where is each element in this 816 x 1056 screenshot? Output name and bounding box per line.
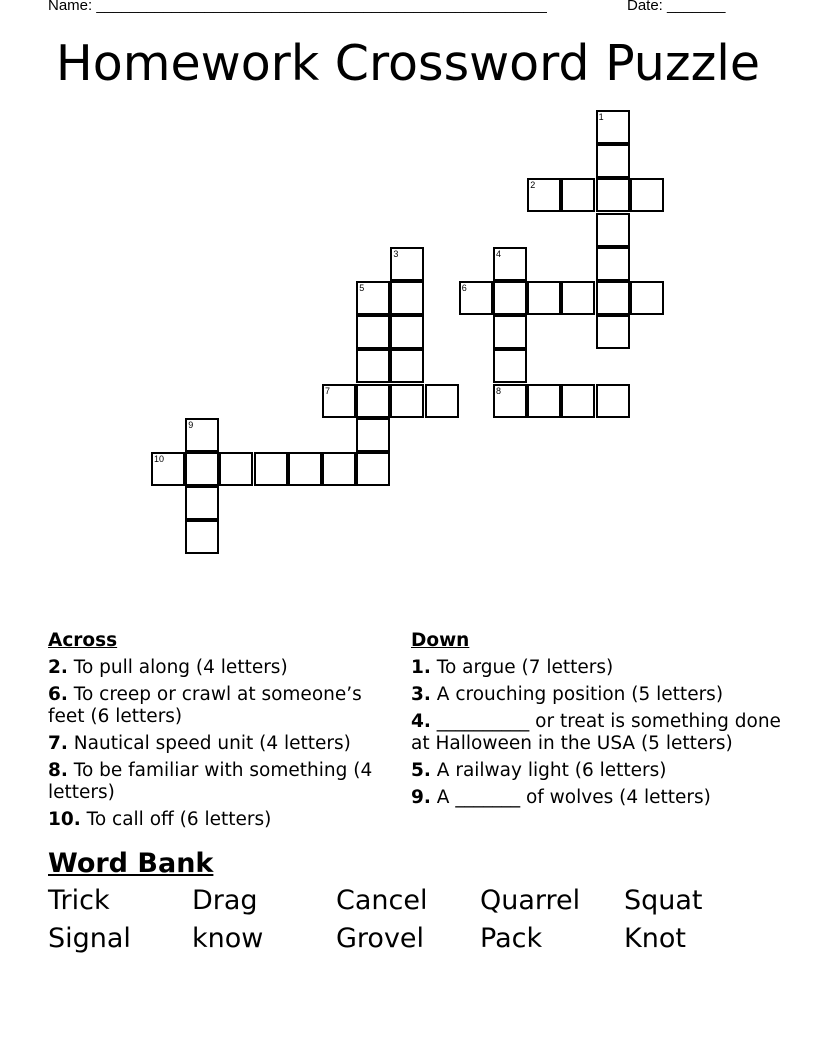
crossword-cell[interactable]	[390, 281, 424, 315]
clue-text: To argue (7 letters)	[436, 657, 614, 678]
crossword-cell[interactable]	[630, 281, 664, 315]
crossword-cell[interactable]	[390, 349, 424, 383]
crossword-cell[interactable]	[630, 178, 664, 212]
crossword-cell[interactable]	[493, 384, 527, 418]
cell-number: 3	[393, 248, 399, 259]
clue-text: __________ or treat is something done at Halloween in the USA (5 letters)	[411, 711, 781, 754]
across-heading: Across	[48, 630, 118, 651]
crossword-cell[interactable]	[185, 452, 219, 486]
word-bank-word: Pack	[480, 923, 543, 954]
clue-number: 9.	[411, 787, 431, 808]
crossword-cell[interactable]	[493, 349, 527, 383]
cell-number: 9	[188, 419, 194, 430]
word-bank-word: Grovel	[336, 923, 425, 954]
crossword-cell[interactable]	[356, 281, 390, 315]
crossword-cell[interactable]	[390, 384, 424, 418]
clue-number: 3.	[411, 684, 431, 705]
clue-text: A crouching position (5 letters)	[436, 684, 724, 705]
crossword-cell[interactable]	[425, 384, 459, 418]
cell-number: 4	[496, 248, 502, 259]
clue-text: To call off (6 letters)	[86, 809, 272, 830]
crossword-cell[interactable]	[561, 384, 595, 418]
crossword-cell[interactable]	[527, 281, 561, 315]
crossword-cell[interactable]	[322, 452, 356, 486]
down-clue	[411, 760, 781, 782]
across-clues	[48, 630, 393, 836]
down-clue	[411, 657, 781, 679]
crossword-cell[interactable]	[322, 384, 356, 418]
crossword-cell[interactable]	[527, 384, 561, 418]
clue-number: 2.	[48, 657, 68, 678]
down-clue	[411, 787, 781, 809]
crossword-cell[interactable]	[356, 452, 390, 486]
word-bank-word: Trick	[48, 885, 110, 916]
crossword-cell[interactable]	[254, 452, 288, 486]
across-clue	[48, 657, 393, 679]
crossword-cell[interactable]	[596, 384, 630, 418]
clue-number: 6.	[48, 684, 68, 705]
name-field-label: Name: ______________________________________________________	[48, 0, 547, 14]
clue-number: 7.	[48, 733, 68, 754]
across-clue	[48, 809, 393, 831]
crossword-cell[interactable]	[459, 281, 493, 315]
crossword-cell[interactable]	[356, 315, 390, 349]
crossword-cell[interactable]	[527, 178, 561, 212]
word-bank-word: Knot	[624, 923, 686, 954]
word-bank-word: Cancel	[336, 885, 428, 916]
cell-number: 1	[598, 112, 604, 122]
crossword-cell[interactable]	[151, 452, 185, 486]
crossword-cell[interactable]	[596, 213, 630, 247]
clue-number: 1.	[411, 657, 431, 678]
clue-text: To pull along (4 letters)	[73, 657, 288, 678]
cell-number: 5	[359, 283, 365, 293]
crossword-cell[interactable]	[493, 315, 527, 349]
crossword-cell[interactable]	[493, 281, 527, 315]
page-title: Homework Crossword Puzzle	[55, 35, 761, 92]
crossword-cell[interactable]	[561, 281, 595, 315]
word-bank-heading: Word Bank	[48, 848, 214, 879]
crossword-cell[interactable]	[356, 384, 390, 418]
crossword-cell[interactable]	[185, 418, 219, 452]
crossword-cell[interactable]	[390, 247, 424, 281]
crossword-cell[interactable]	[596, 110, 630, 144]
word-bank-word: Squat	[624, 885, 703, 916]
across-clue	[48, 733, 393, 755]
cell-number: 7	[325, 385, 331, 396]
crossword-cell[interactable]	[596, 178, 630, 212]
crossword-cell[interactable]	[596, 315, 630, 349]
crossword-cell[interactable]	[596, 144, 630, 178]
cell-number: 6	[461, 283, 467, 293]
clue-number: 8.	[48, 760, 68, 781]
clue-number: 10.	[48, 809, 81, 830]
crossword-cell[interactable]	[185, 520, 219, 554]
word-bank-word: Drag	[192, 885, 258, 916]
clue-number: 5.	[411, 760, 431, 781]
word-bank-word: know	[192, 923, 264, 954]
cell-number: 2	[530, 180, 536, 191]
clue-text: Nautical speed unit (4 letters)	[73, 733, 351, 754]
date-field-label: Date: _______	[627, 0, 726, 14]
crossword-cell[interactable]	[390, 315, 424, 349]
word-bank-word: Quarrel	[480, 885, 581, 916]
crossword-cell[interactable]	[561, 178, 595, 212]
clue-text: To creep or crawl at someone’s feet (6 letters)	[48, 684, 362, 727]
crossword-cell[interactable]	[288, 452, 322, 486]
cell-number: 8	[496, 385, 502, 396]
down-heading: Down	[411, 630, 470, 651]
clue-text: A _______ of wolves (4 letters)	[436, 787, 711, 808]
down-clues	[411, 630, 781, 814]
down-clue	[411, 711, 781, 755]
across-clue	[48, 684, 393, 728]
crossword-cell[interactable]	[596, 247, 630, 281]
crossword-cell[interactable]	[185, 486, 219, 520]
crossword-cell[interactable]	[219, 452, 253, 486]
across-clue	[48, 760, 393, 804]
cell-number: 10	[154, 454, 165, 464]
crossword-cell[interactable]	[356, 349, 390, 383]
word-bank-word: Signal	[48, 923, 131, 954]
down-clue	[411, 684, 781, 706]
clue-number: 4.	[411, 711, 431, 732]
crossword-cell[interactable]	[356, 418, 390, 452]
clue-text: A railway light (6 letters)	[436, 760, 667, 781]
crossword-cell[interactable]	[596, 281, 630, 315]
clue-text: To be familiar with something (4 letters)	[48, 760, 373, 803]
crossword-cell[interactable]	[493, 247, 527, 281]
